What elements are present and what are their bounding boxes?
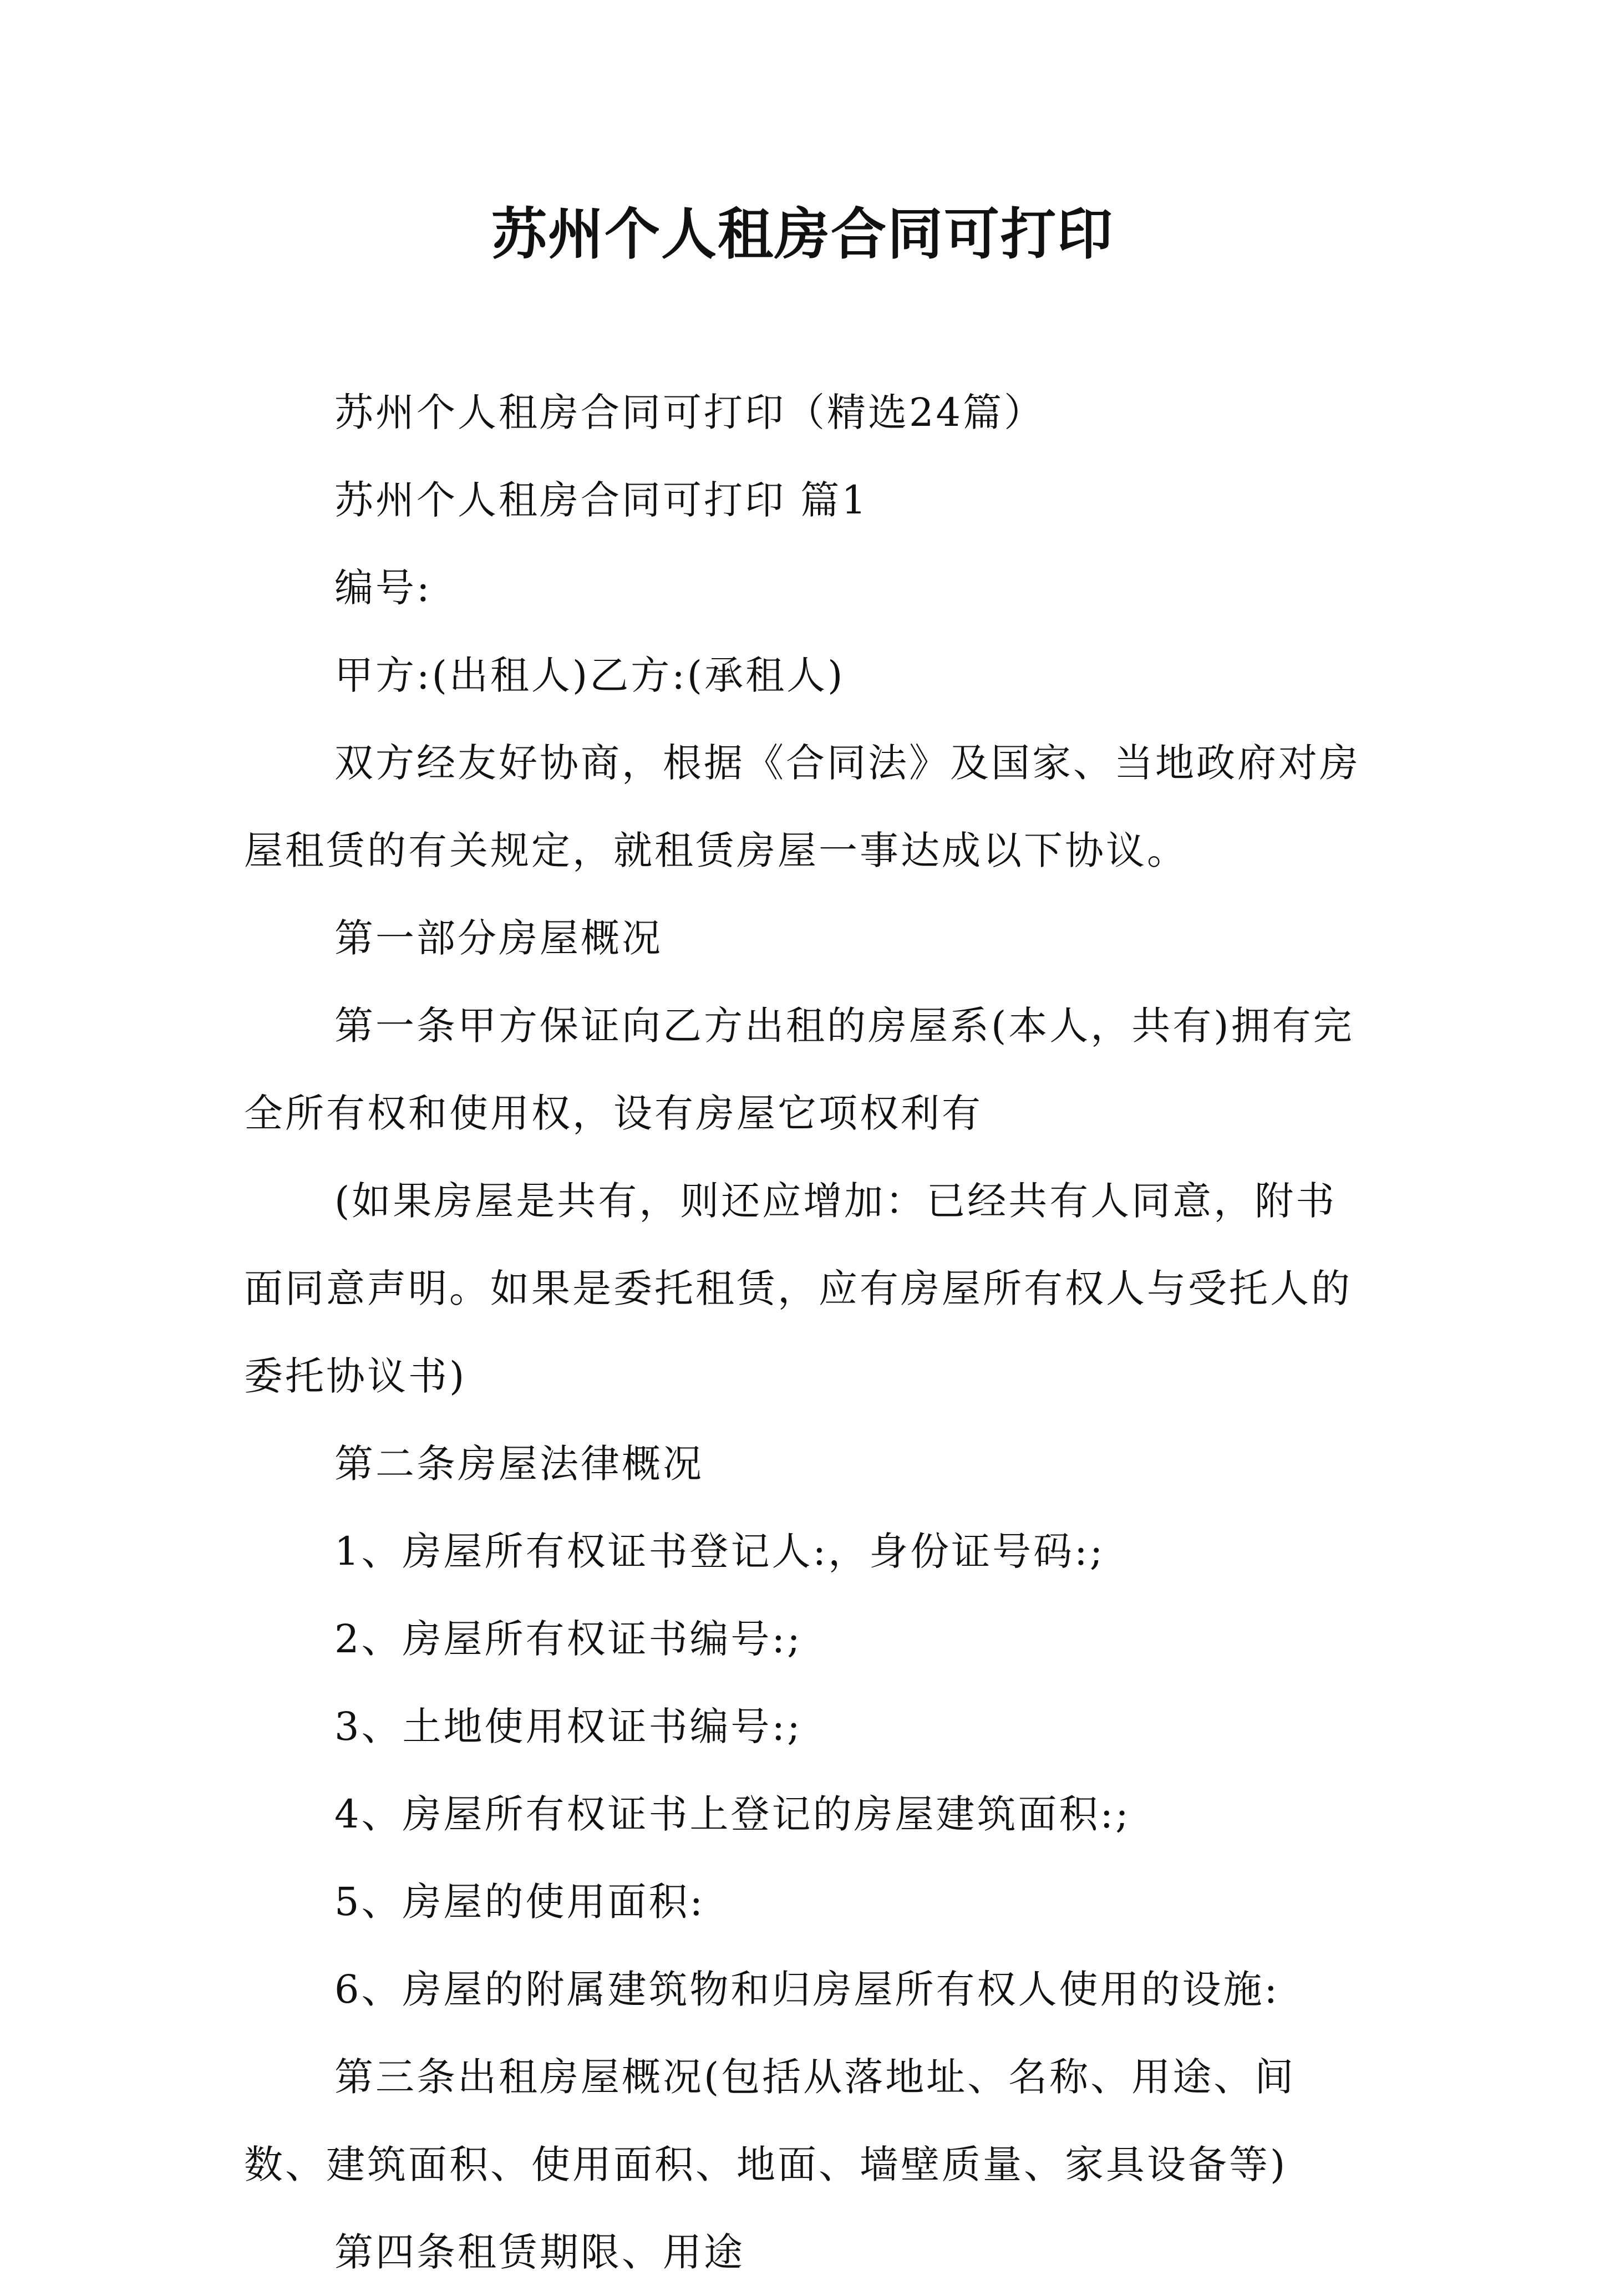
document-title: 苏州个人租房合同可打印 [491, 201, 1114, 267]
document-body [244, 369, 1375, 2296]
list-item: 4、房屋所有权证书上登记的房屋建筑面积:; [334, 1791, 1131, 1837]
article-2-heading: 第二条房屋法律概况 [334, 1441, 704, 1486]
contract-number: 编号: [334, 565, 432, 610]
article-3: 第三条出租房屋概况(包括从落地址、名称、用途、间数、建筑面积、使用面积、地面、墙壁质量、家具设备等) [244, 2054, 1296, 2187]
article-4-heading: 第四条租赁期限、用途 [334, 2229, 745, 2275]
list-item: 6、房屋的附属建筑物和归房屋所有权人使用的设施: [334, 1967, 1280, 2012]
part-heading: 第一部分房屋概况 [334, 915, 663, 961]
list-item: 3、土地使用权证书编号:; [334, 1704, 802, 1749]
article-1-note: (如果房屋是共有，则还应增加：已经共有人同意，附书面同意声明。如果是委托租赁，应有房屋所有权人与受托人的委托协议书) [244, 1178, 1352, 1399]
doc-subtitle: 苏州个人租房合同可打印（精选24篇） [334, 390, 1045, 435]
list-item: 2、房屋所有权证书编号:; [334, 1616, 802, 1662]
article-1: 第一条甲方保证向乙方出租的房屋系(本人，共有)拥有完全所有权和使用权，设有房屋它项权利有 [244, 1003, 1354, 1136]
preamble-paragraph: 双方经友好协商，根据《合同法》及国家、当地政府对房屋租赁的有关规定，就租赁房屋一事达成以下协议。 [244, 740, 1360, 873]
list-item: 1、房屋所有权证书登记人:，身份证号码:; [334, 1529, 1105, 1574]
parties-line: 甲方:(出租人)乙方:(承租人) [334, 653, 845, 698]
list-item: 5、房屋的使用面积: [334, 1879, 705, 1925]
section-heading: 苏州个人租房合同可打印 篇1 [334, 477, 868, 523]
